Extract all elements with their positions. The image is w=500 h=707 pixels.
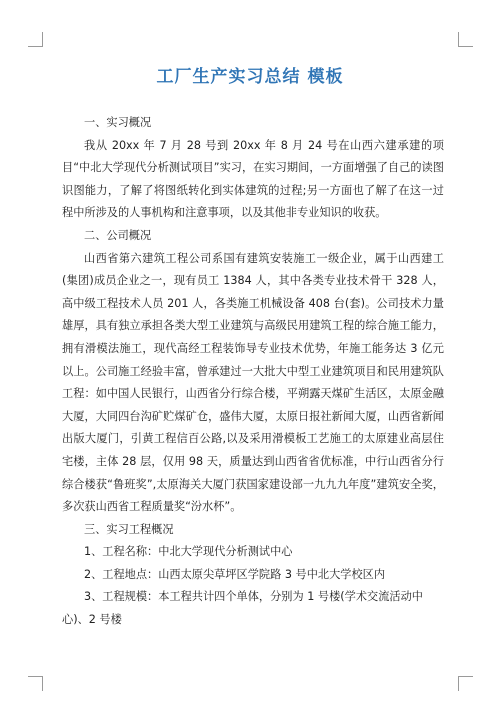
project-item-location: 2、工程地点：山西太原尖草坪区学院路 3 号中北大学校区内 xyxy=(84,567,386,581)
section-heading-company: 二、公司概况 xyxy=(84,228,152,242)
project-item-name: 1、工程名称：中北大学现代分析测试中心 xyxy=(84,545,293,559)
section-paragraph-company: 山西省第六建筑工程公司系国有建筑安装施工一级企业，属于山西建工(集团)成员企业之一，现有员工 1384 人，其中各类专业技术骨干 328 人，高中级工程技术人员 201 人，各类施工机械设备 408 台(套)。公司技术力量雄厚，具有独立承担各类大型工业建筑与高级民用建筑工程的综合施工能力，拥有滑模法施工，现代高经工程装饰导专业技术优势，年施工能务达 3 亿元以上。公司施工经验丰富，曾承建过一大批大中型工业建筑项目和民用建筑队工程：如中国人民银行，山西省分行综合楼，平朔露天煤矿生活区，太原金融大厦，大同四台沟矿贮煤矿仓，盛伟大厦，太原日报社新闻大厦，山西省新闻出版大厦门，引黄工程信百公路,以及采用滑模板工艺施工的太原建业高层住宅楼，主体 28 层，仅用 98 天，质量达到山西省省优标准，中行山西省分行综合楼获“鲁班奖”,太原海关大厦门获国家建设部一九九九年度”建筑安全奖，多次获山西省工程质量奖“汾水杯”。 xyxy=(62,251,444,514)
section-heading-overview: 一、实习概况 xyxy=(84,116,152,129)
document-title: 工厂生产实习总结 模板 xyxy=(156,67,344,87)
document-body xyxy=(62,112,444,632)
crop-mark-top-left xyxy=(28,32,43,47)
section-paragraph-overview: 我从 20xx 年 7 月 28 号到 20xx 年 8 月 24 号在山西六建承建的项目“中北大学现代分析测试项目”实习，在实习期间，一方面增强了自己的读图识图能力，了解了将图纸转化到实体建筑的过程;另一方面也了解了在这一过程中所涉及的人事机构和注意事项，以及其他非专业知识的收获。 xyxy=(62,138,444,220)
section-heading-project: 三、实习工程概况 xyxy=(84,522,174,536)
crop-mark-bottom-left xyxy=(28,676,43,691)
project-item-scale: 3、工程规模：本工程共计四个单体，分别为 1 号楼(学术交流活动中心)、2 号楼 xyxy=(62,590,423,627)
crop-mark-top-right xyxy=(458,32,473,47)
crop-mark-bottom-right xyxy=(458,676,473,691)
